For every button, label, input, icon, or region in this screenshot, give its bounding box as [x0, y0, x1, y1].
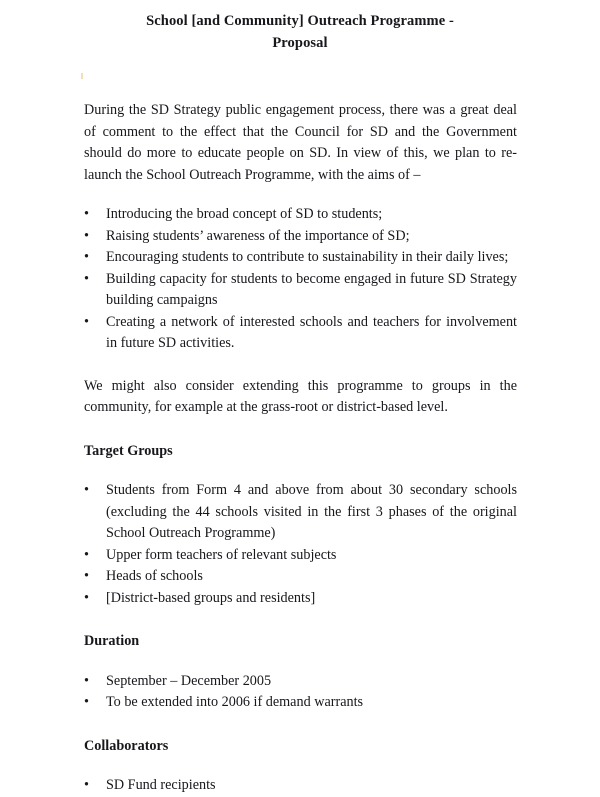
list-item-label: Students from Form 4 and above from about 30 secondary schools (excluding the 44 schools visited in the first 3 phases of the original School Outreach Programme): [106, 482, 517, 541]
aims-list: [84, 204, 517, 355]
bullet-icon: •: [84, 227, 89, 244]
intro-paragraph: During the SD Strategy public engagement process, there was a great deal of comment to the effect that the Council for SD and the Government should do more to educate people on SD. In view of this, we plan to re-launch the School Outreach Programme, with the aims of –: [84, 102, 517, 183]
bullet-icon: •: [84, 568, 89, 584]
section-heading-duration: Duration: [84, 633, 140, 649]
list-item: [84, 671, 517, 693]
bullet-icon: •: [84, 546, 89, 563]
duration-list: [84, 671, 517, 714]
list-item-label: Upper form teachers of relevant subjects: [106, 546, 337, 563]
list-item-label: SD Fund recipients: [106, 777, 216, 793]
bullet-icon: •: [84, 249, 89, 265]
bullet-icon: •: [84, 672, 89, 689]
list-item: [84, 566, 517, 588]
list-item: [84, 775, 517, 797]
bullet-icon: •: [84, 777, 89, 793]
list-item-label: Creating a network of interested schools and teachers for involvement in future SD activities.: [106, 313, 517, 351]
list-item: [84, 480, 517, 545]
list-item-label: [District-based groups and residents]: [106, 589, 316, 606]
list-item: [84, 204, 517, 226]
list-item: [84, 226, 517, 248]
bullet-icon: •: [84, 589, 89, 606]
list-item: [84, 269, 517, 312]
document-body: [84, 0, 517, 797]
target-groups-list: [84, 480, 517, 609]
list-item-label: September – December 2005: [106, 672, 272, 689]
section-heading-collaborators: Collaborators: [84, 737, 169, 754]
list-item-label: Introducing the broad concept of SD to students;: [106, 206, 383, 222]
list-item: [84, 247, 517, 269]
collaborators-list: [84, 775, 517, 797]
bullet-icon: •: [84, 694, 89, 710]
page-title-line-1: School [and Community] Outreach Programme -: [146, 13, 454, 29]
bullet-icon: •: [84, 482, 89, 498]
list-item-label: Building capacity for students to become engaged in future SD Strategy building campaigns: [106, 270, 517, 308]
list-item-label: Heads of schools: [106, 568, 203, 584]
bullet-icon: •: [84, 313, 89, 330]
bullet-icon: •: [84, 270, 89, 287]
section-heading-target-groups: Target Groups: [84, 442, 173, 459]
bullet-icon: •: [84, 206, 89, 222]
list-item-label: Raising students’ awareness of the importance of SD;: [106, 227, 410, 244]
list-item-label: To be extended into 2006 if demand warrants: [106, 694, 364, 710]
list-item: [84, 588, 517, 610]
scan-artifact-speck: [81, 73, 83, 79]
list-item: [84, 692, 517, 714]
list-item: [84, 545, 517, 567]
list-item: [84, 312, 517, 355]
page-title-line-2: Proposal: [272, 35, 328, 51]
community-paragraph: We might also consider extending this programme to groups in the community, for example at the grass-root or district-based level.: [84, 377, 517, 415]
list-item-label: Encouraging students to contribute to sustainability in their daily lives;: [106, 249, 509, 265]
